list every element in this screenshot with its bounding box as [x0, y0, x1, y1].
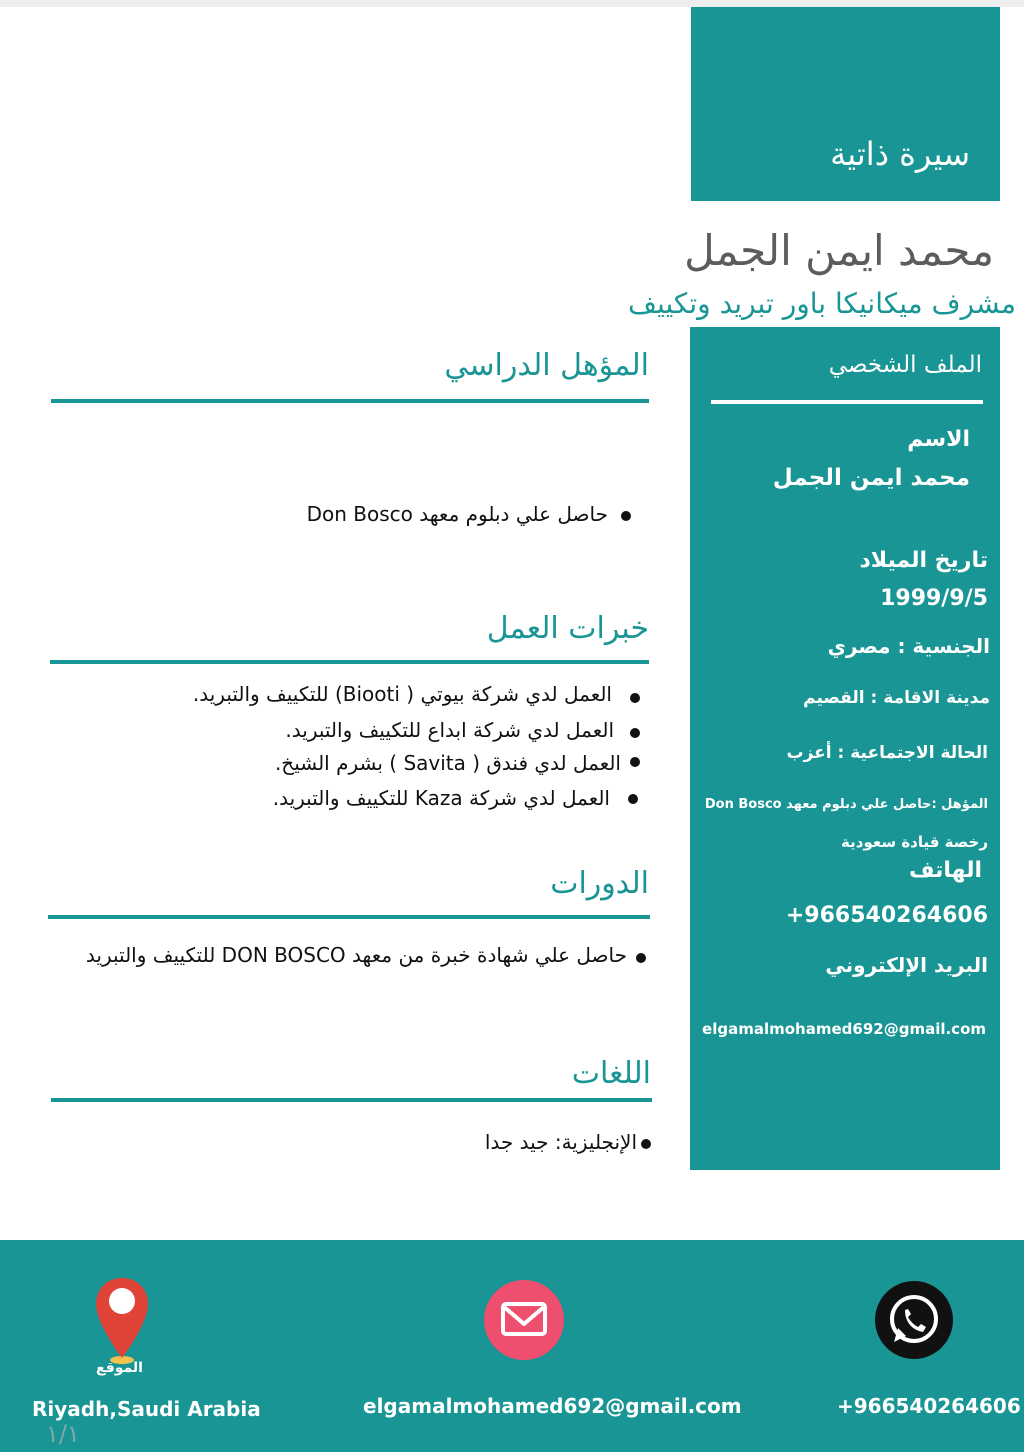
bullet-icon: [630, 757, 640, 767]
marital-status: الحالة الاجتماعية : أعزب: [786, 743, 988, 763]
dob-value: 1999/9/5: [880, 586, 988, 611]
envelope-icon[interactable]: [484, 1280, 564, 1360]
phone-value: +966540264606: [785, 903, 988, 928]
nationality: الجنسية : مصري: [827, 634, 990, 658]
dob-label: تاريخ الميلاد: [859, 548, 988, 573]
location-pin-icon: [92, 1276, 152, 1366]
courses-divider: [48, 915, 650, 919]
bullet-icon: [630, 693, 640, 703]
email-label: البريد الإلكتروني: [825, 953, 988, 977]
footer-location: Riyadh,Saudi Arabia: [32, 1397, 261, 1421]
education-heading: المؤهل الدراسي: [444, 348, 649, 383]
email-value: elgamalmohamed692@gmail.com: [702, 1020, 986, 1038]
bullet-icon: [621, 511, 631, 521]
education-divider: [51, 399, 649, 403]
document-title: سيرة ذاتية: [830, 135, 970, 173]
experience-heading: خبرات العمل: [486, 611, 649, 646]
contact-footer: [0, 1240, 1024, 1452]
bullet-icon: [630, 728, 640, 738]
experience-item: العمل لدي فندق ( Savita ) بشرم الشيخ.: [274, 751, 621, 775]
experience-item: العمل لدي شركة Kaza للتكييف والتبريد.: [272, 786, 610, 810]
phone-label: الهاتف: [908, 858, 982, 883]
title-box: [691, 7, 1000, 201]
languages-divider: [51, 1098, 652, 1102]
name-label: الاسم: [907, 427, 970, 452]
profile-heading: الملف الشخصي: [828, 352, 982, 378]
experience-item: العمل لدي شركة بيوتي ( Biooti) للتكييف والتبريد.: [192, 682, 612, 706]
bullet-icon: [628, 794, 638, 804]
languages-item: الإنجليزية: جيد جدا: [484, 1130, 637, 1154]
courses-heading: الدورات: [550, 866, 649, 901]
footer-email[interactable]: elgamalmohamed692@gmail.com: [363, 1394, 742, 1418]
bullet-icon: [641, 1139, 651, 1149]
driving-license: رخصة قيادة سعودية: [841, 833, 988, 851]
top-strip: [0, 0, 1024, 7]
courses-item: حاصل علي شهادة خبرة من معهد DON BOSCO للتكييف والتبريد: [85, 943, 627, 967]
residence: مدينة الاقامة : القصيم: [803, 688, 990, 708]
name-value: محمد ايمن الجمل: [772, 465, 970, 491]
bullet-icon: [636, 953, 646, 963]
experience-divider: [50, 660, 649, 664]
qualification: المؤهل :حاصل علي دبلوم معهد Don Bosco: [704, 797, 988, 812]
languages-heading: اللغات: [571, 1056, 651, 1091]
education-item: حاصل علي دبلوم معهد Don Bosco: [306, 502, 608, 526]
footer-phone[interactable]: +966540264606: [837, 1394, 1021, 1418]
whatsapp-icon[interactable]: [874, 1280, 954, 1360]
job-title: مشرف ميكانيكا باور تبريد وتكييف: [628, 287, 1016, 320]
page-number: ١/١: [46, 1420, 80, 1448]
profile-sidebar: [690, 327, 1000, 1170]
person-name-heading: محمد ايمن الجمل: [684, 226, 994, 275]
location-label: الموقع: [96, 1360, 143, 1376]
profile-divider: [711, 400, 983, 404]
experience-item: العمل لدي شركة ابداع للتكييف والتبريد.: [285, 718, 614, 742]
